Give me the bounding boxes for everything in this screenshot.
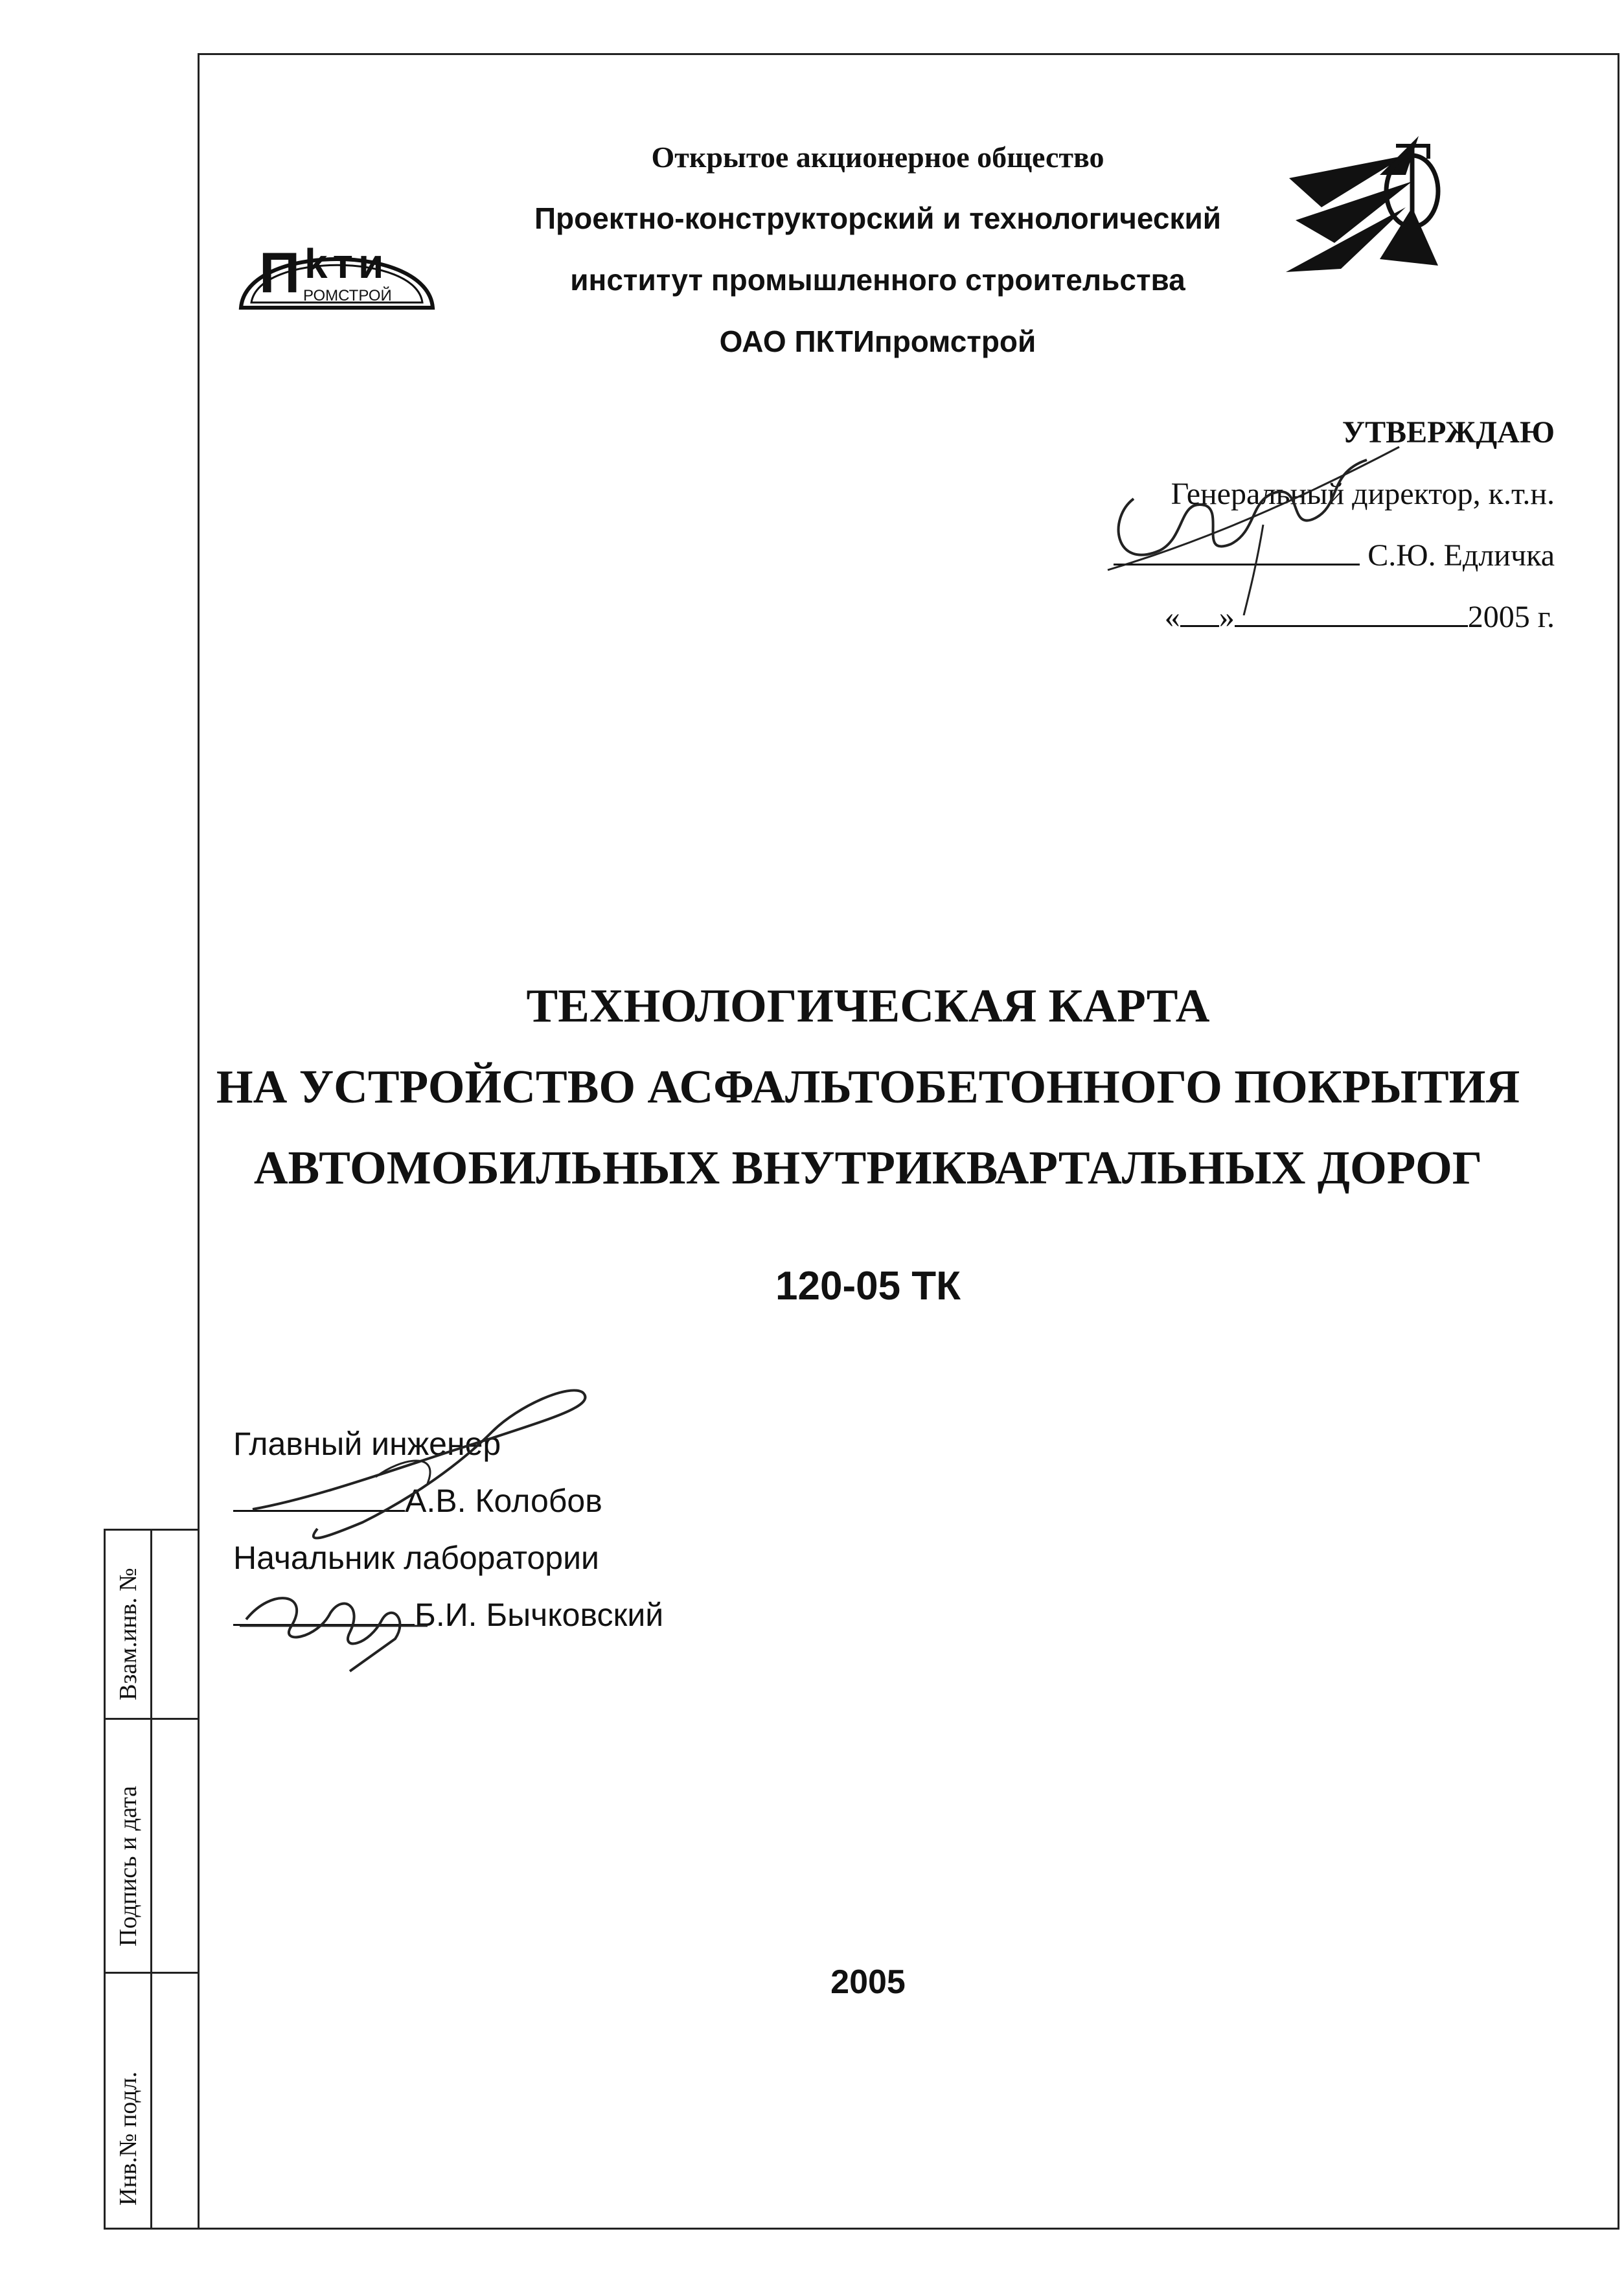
approval-label: УТВЕРЖДАЮ — [1342, 415, 1555, 450]
signer-2-role: Начальник лаборатории — [233, 1540, 599, 1576]
stamp-cell-blank-1 — [150, 1529, 200, 1720]
lab-head-signature — [233, 1548, 440, 1678]
document-year: 2005 — [830, 1963, 906, 2001]
org-short-name: ОАО ПКТИпромстрой — [719, 325, 1036, 358]
stamp-label-replacement-inv: Взам.инв. № — [115, 1568, 142, 1700]
date-year: 2005 г. — [1467, 600, 1555, 634]
title-line3: АВТОМОБИЛЬНЫХ ВНУТРИКВАРТАЛЬНЫХ ДОРОГ — [253, 1141, 1483, 1194]
logo-letters-kti: kти — [304, 240, 389, 287]
chief-engineer-signature — [246, 1386, 609, 1548]
approval-signer: С.Ю. Едличка — [1367, 538, 1555, 573]
org-name-line1: Проектно-конструкторский и технологический — [534, 201, 1222, 235]
document-title — [194, 965, 1542, 1208]
logo-caption: РОМСТРОЙ — [303, 287, 392, 304]
title-line1: ТЕХНОЛОГИЧЕСКАЯ КАРТА — [526, 979, 1210, 1032]
stamp-cell-blank-2 — [150, 1718, 200, 1974]
stamp-cell-blank-3 — [150, 1972, 200, 2230]
org-type: Открытое акционерное общество — [651, 141, 1104, 174]
org-name-line2: институт промышленного строительства — [570, 263, 1185, 297]
signer-1-role: Главный инженер — [233, 1426, 501, 1462]
approval-position: Генеральный директор, к.т.н. — [1171, 477, 1555, 511]
stamp-label-original-inv: Инв.№ подл. — [115, 2071, 142, 2206]
stamp-label-signature-date: Подпись и дата — [115, 1785, 142, 1947]
title-line2: НА УСТРОЙСТВО АСФАЛЬТОБЕТОННОГО ПОКРЫТИЯ — [216, 1060, 1520, 1113]
date-quote-open: « — [1164, 600, 1180, 634]
signer-1-name: А.В. Колобов — [405, 1483, 602, 1519]
document-code: 120-05 ТК — [775, 1264, 961, 1308]
signer-2-name: Б.И. Бычковский — [415, 1597, 664, 1633]
organization-header — [363, 126, 1393, 372]
director-signature — [1095, 421, 1406, 615]
logo-letter-p: П — [259, 240, 301, 304]
date-quote-close: » — [1218, 600, 1235, 634]
